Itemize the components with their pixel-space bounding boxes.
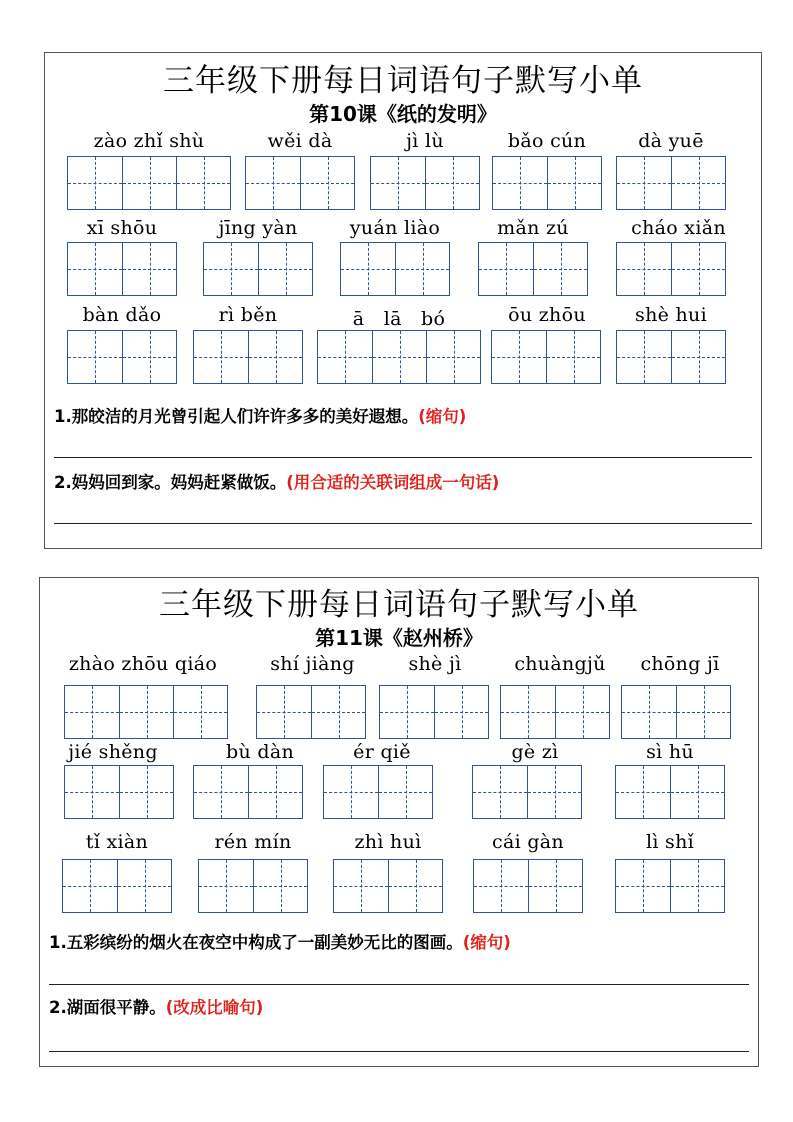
writing-grid[interactable]: [193, 765, 303, 819]
pinyin-label: zhào zhōu qiáo: [68, 653, 218, 675]
pinyin-label: zhì huì: [354, 831, 422, 853]
pinyin-label: shí jiàng: [270, 653, 355, 675]
writing-grid[interactable]: [203, 242, 313, 296]
lesson-title: 第10课《纸的发明》: [309, 102, 497, 126]
sentence-task: (缩句): [418, 407, 467, 426]
writing-grid[interactable]: [64, 765, 174, 819]
writing-grid[interactable]: [323, 765, 433, 819]
pinyin-label: ōu zhōu: [508, 304, 586, 326]
writing-grid[interactable]: [67, 156, 231, 210]
worksheet-lesson-10: [44, 52, 762, 549]
writing-grid[interactable]: [616, 156, 726, 210]
writing-grid[interactable]: [473, 859, 583, 913]
pinyin-label: shè hui: [635, 304, 707, 326]
answer-line[interactable]: [54, 457, 752, 458]
worksheet-lesson-11: [39, 577, 759, 1067]
pinyin-label: dà yuē: [638, 130, 704, 152]
pinyin-label: sì hū: [646, 741, 694, 763]
writing-grid[interactable]: [67, 242, 177, 296]
pinyin-label: jì lù: [406, 130, 444, 152]
sentence-exercise-1: [49, 929, 511, 953]
pinyin-label: lì shǐ: [645, 831, 695, 853]
pinyin-label: wěi dà: [267, 130, 333, 152]
writing-grid[interactable]: [492, 156, 602, 210]
writing-grid[interactable]: [616, 330, 726, 384]
writing-grid[interactable]: [317, 330, 481, 384]
writing-grid[interactable]: [370, 156, 480, 210]
pinyin-label: cái gàn: [492, 831, 564, 853]
pinyin-label: bǎo cún: [507, 130, 587, 152]
sentence-text: 1.那皎洁的月光曾引起人们许许多多的美好遐想。: [54, 407, 419, 426]
sentence-exercise-2: [49, 994, 263, 1018]
worksheet-title: 三年级下册每日词语句子默写小单: [163, 63, 643, 99]
writing-grid[interactable]: [67, 330, 177, 384]
writing-grid[interactable]: [245, 156, 355, 210]
pinyin-label: shè jì: [408, 653, 462, 675]
pinyin-label: jié shěng: [68, 741, 158, 763]
pinyin-label: jīng yàn: [218, 217, 298, 239]
pinyin-label: zào zhǐ shù: [93, 130, 205, 152]
writing-grid[interactable]: [333, 859, 443, 913]
sentence-text: 2.湖面很平静。: [49, 998, 166, 1017]
writing-grid[interactable]: [64, 685, 228, 739]
pinyin-label: ér qiě: [353, 741, 411, 763]
pinyin-label: xī shōu: [86, 217, 158, 239]
writing-grid[interactable]: [478, 242, 588, 296]
pinyin-label: bù dàn: [226, 741, 294, 763]
writing-grid[interactable]: [500, 685, 610, 739]
pinyin-label: cháo xiǎn: [631, 217, 726, 239]
writing-grid[interactable]: [621, 685, 731, 739]
writing-grid[interactable]: [615, 765, 725, 819]
writing-grid[interactable]: [193, 330, 303, 384]
answer-line[interactable]: [49, 984, 749, 985]
writing-grid[interactable]: [615, 859, 725, 913]
pinyin-label: chōng jī: [640, 653, 720, 675]
pinyin-label: rì běn: [218, 304, 278, 326]
answer-line[interactable]: [49, 1051, 749, 1052]
pinyin-label: ā lā bó: [352, 308, 446, 330]
sentence-text: 2.妈妈回到家。妈妈赶紧做饭。: [54, 473, 287, 492]
sentence-task: (用合适的关联词组成一句话): [286, 473, 500, 492]
writing-grid[interactable]: [340, 242, 450, 296]
writing-grid[interactable]: [472, 765, 582, 819]
sentence-task: (改成比喻句): [165, 998, 264, 1017]
lesson-title: 第11课《赵州桥》: [315, 626, 483, 650]
pinyin-label: bàn dǎo: [82, 304, 162, 326]
writing-grid[interactable]: [198, 859, 308, 913]
writing-grid[interactable]: [491, 330, 601, 384]
pinyin-label: chuàngjǔ: [514, 653, 606, 675]
writing-grid[interactable]: [62, 859, 172, 913]
sentence-exercise-1: [54, 403, 466, 427]
pinyin-label: gè zì: [511, 741, 559, 763]
sentence-exercise-2: [54, 469, 499, 493]
writing-grid[interactable]: [616, 242, 726, 296]
writing-grid[interactable]: [379, 685, 489, 739]
worksheet-title: 三年级下册每日词语句子默写小单: [159, 587, 639, 623]
answer-line[interactable]: [54, 523, 752, 524]
pinyin-label: tǐ xiàn: [85, 831, 149, 853]
writing-grid[interactable]: [256, 685, 366, 739]
sentence-text: 1.五彩缤纷的烟火在夜空中构成了一副美妙无比的图画。: [49, 933, 463, 952]
sentence-task: (缩句): [462, 933, 511, 952]
pinyin-label: mǎn zú: [497, 217, 569, 239]
pinyin-label: yuán liào: [349, 217, 441, 239]
pinyin-label: rén mín: [214, 831, 292, 853]
